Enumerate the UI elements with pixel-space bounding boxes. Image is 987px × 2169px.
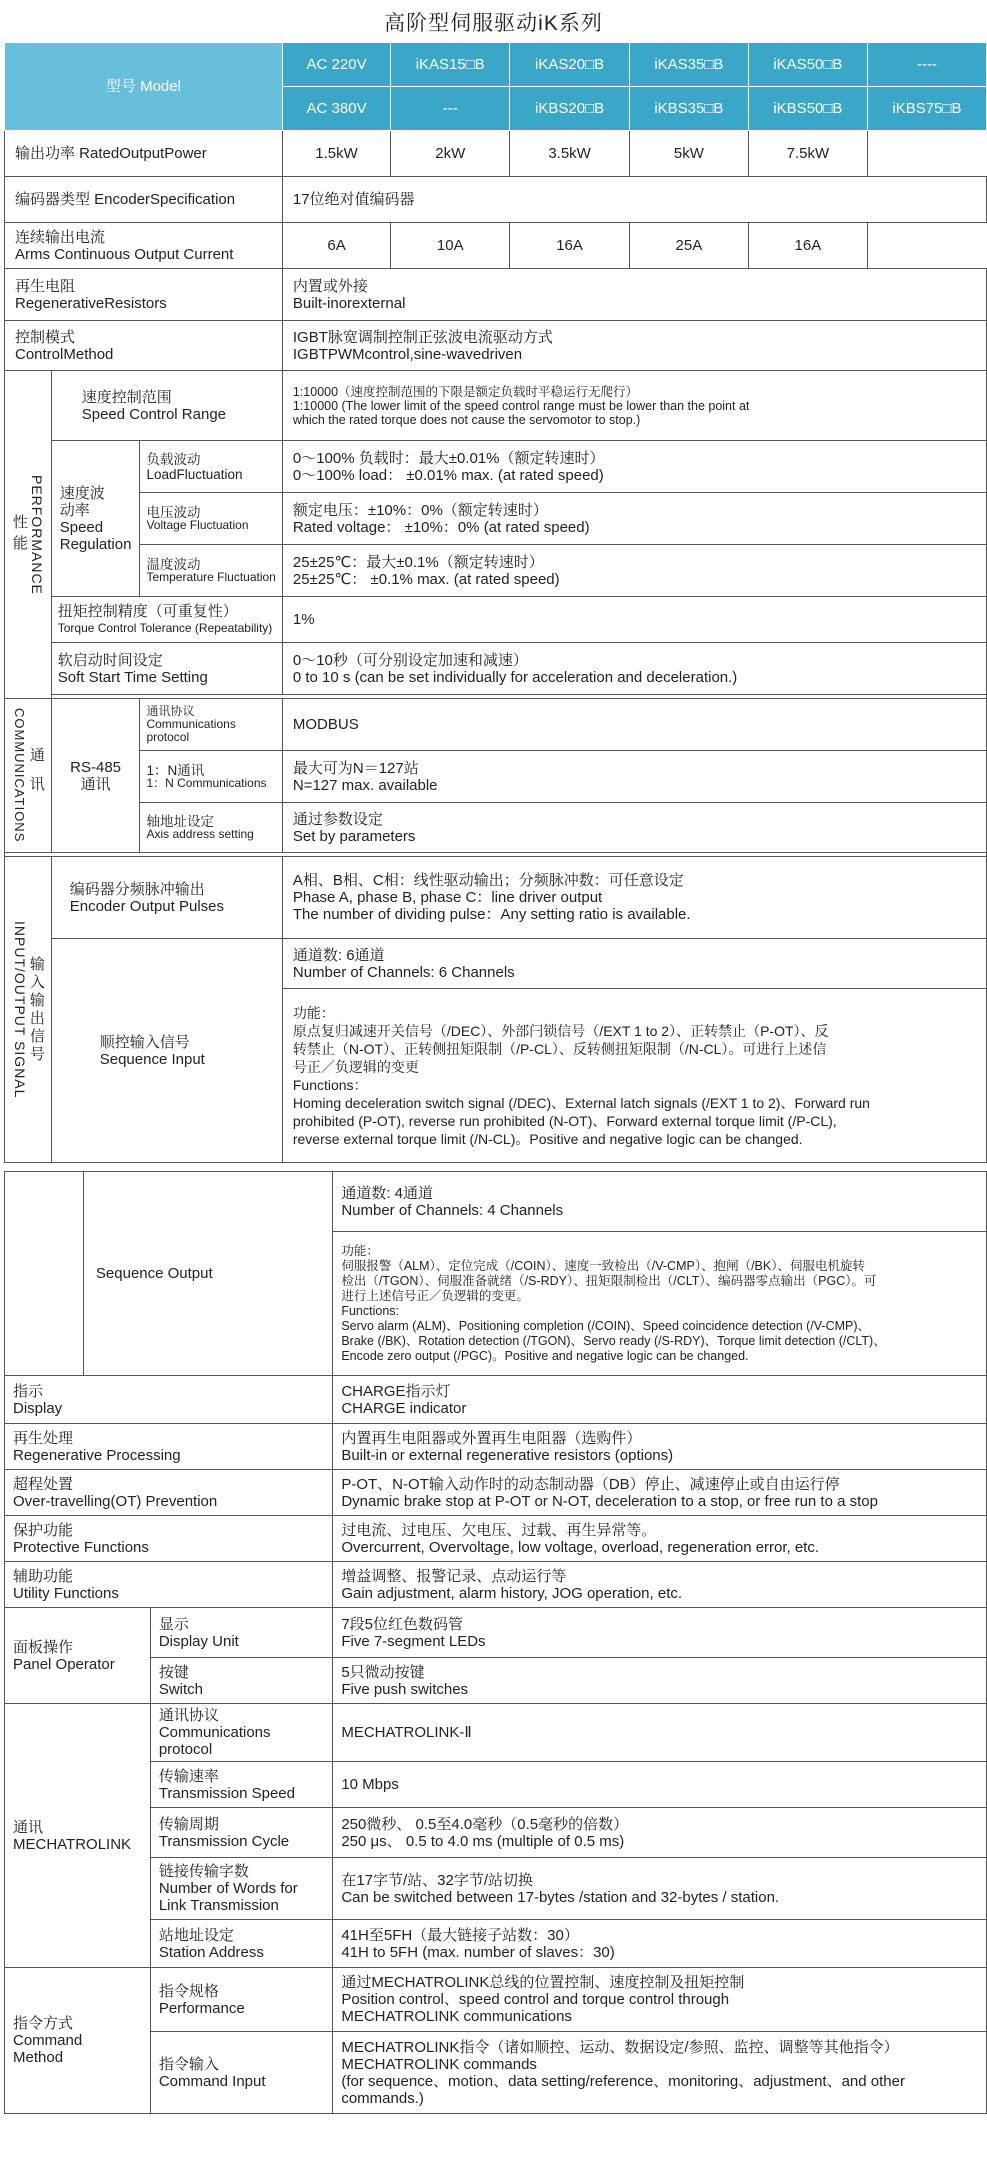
control-method-value-cn: IGBT脉宽调制控制正弦波电流驱动方式 [292, 328, 553, 346]
current-label-cn: 连续输出电流 [15, 228, 106, 246]
regen-resistor-value-en: Built-inorexternal [292, 294, 406, 312]
sequence-output-function-line: 进行上述信号正／负逻辑的变更。 [341, 1288, 529, 1303]
torque-tolerance-row [5, 597, 987, 643]
mlink-address-value-line: 41H至5FH（最大链接子站数：30） [341, 1926, 579, 1944]
load-fluctuation-en: LoadFluctuation [146, 466, 243, 482]
voltage-220: AC 220V [282, 43, 390, 87]
model-label: 型号 Model [5, 43, 283, 131]
sequence-input-channels-row [5, 939, 987, 989]
cmd-input-value [333, 2032, 987, 2114]
rated-power-cell: 3.5kW [510, 131, 630, 177]
sequence-input-channels-line: Number of Channels: 6 Channels [292, 963, 515, 981]
mlink-words-row [5, 1858, 987, 1920]
temperature-fluctuation-label [140, 545, 282, 597]
cmd-input-value-line: commands.) [341, 2089, 424, 2107]
panel-switch-label [150, 1658, 333, 1704]
sequence-output-channels-line: 通道数: 4通道 [341, 1184, 434, 1202]
spec-table-continued [4, 1171, 987, 2114]
voltage-fluctuation-cn: 电压波动 [146, 504, 201, 520]
one-to-n-label [140, 751, 282, 803]
cmd-input-value-line: MECHATROLINK指令（诸如顺控、运动、数据设定/参照、监控、调整等其他指令） [341, 2038, 899, 2056]
model-row-220 [5, 43, 987, 87]
panel-display-label [150, 1608, 333, 1658]
utility-value-line: Gain adjustment, alarm history, JOG operation, etc. [341, 1584, 683, 1602]
temperature-fluctuation-value-line: 25±25℃： ±0.1% max. (at rated speed) [292, 570, 560, 588]
regen-resistor-label [5, 269, 283, 321]
sequence-input-function-line: Homing deceleration switch signal (/DEC)、External latch signals (/EXT 1 to 2)、Forward run [292, 1094, 870, 1111]
utility-label-cn: 辅助功能 [13, 1567, 74, 1585]
current-cell: 16A [748, 223, 867, 269]
torque-tolerance-cn: 扭矩控制精度（可重复性） [57, 602, 238, 620]
sequence-input-function-line: reverse external torque limit (/N-CL)。Positive and negative logic can be changed. [292, 1130, 803, 1147]
model-cell: iKBS35□B [629, 87, 748, 131]
cmd-input-en: Command Input [158, 2072, 266, 2090]
overtravel-value-line: Dynamic brake stop at P-OT or N-OT, deceleration to a stop, or free run to a stop [341, 1492, 878, 1510]
encoder-output-value-line: Phase A, phase B, phase C：line driver output [292, 889, 603, 906]
voltage-fluctuation-value-line: 额定电压：±10%：0%（额定转速时） [292, 501, 548, 519]
cmd-performance-row [5, 1968, 987, 2032]
control-method-row [5, 321, 987, 371]
regen-processing-value-line: 内置再生电阻器或外置再生电阻器（选购件） [341, 1429, 642, 1447]
speed-range-row [5, 371, 987, 441]
mlink-cycle-cn: 传输周期 [158, 1815, 219, 1833]
mlink-address-label [150, 1920, 333, 1968]
performance-group-cn: 性能 [10, 513, 28, 556]
panel-operator-en: Panel Operator [13, 1655, 115, 1673]
speed-range-label-en: Speed Control Range [81, 405, 226, 423]
regen-resistor-value-cn: 内置或外接 [292, 277, 368, 295]
sequence-output-channels-line: Number of Channels: 4 Channels [341, 1201, 564, 1219]
utility-row [5, 1562, 987, 1608]
sequence-input-channels [282, 939, 986, 989]
load-fluctuation-row [5, 441, 987, 493]
communications-group-en: COMMUNICATIONS [11, 708, 27, 843]
voltage-fluctuation-value-line: Rated voltage： ±10%：0% (at rated speed) [292, 518, 590, 536]
mlink-cycle-value-line: 250 μs、 0.5 to 4.0 ms (multiple of 0.5 ms) [341, 1832, 625, 1850]
speed-regulation-en: Regulation [59, 535, 132, 553]
command-method-label [5, 1968, 151, 2114]
spec-table-main [4, 42, 987, 1163]
communications-group-label [5, 699, 52, 853]
display-value [333, 1376, 987, 1424]
panel-operator-label [5, 1608, 151, 1704]
rs485-label [51, 699, 140, 853]
encoder-spec-row [5, 177, 987, 223]
overtravel-value-line: P-OT、N-OT输入动作时的动态制动器（DB）停止、减速停止或自由运行停 [341, 1475, 840, 1493]
mlink-address-row [5, 1920, 987, 1968]
mlink-address-en: Station Address [158, 1943, 264, 1961]
current-cell: 10A [391, 223, 510, 269]
axis-address-value-line: 通过参数设定 [292, 810, 383, 828]
load-fluctuation-label [140, 441, 282, 493]
sequence-input-en: Sequence Input [99, 1050, 205, 1068]
regen-resistor-value [282, 269, 986, 321]
voltage-fluctuation-value [282, 493, 986, 545]
rated-power-cell: 5kW [629, 131, 748, 177]
encoder-output-value [282, 857, 986, 939]
display-label-en: Display [13, 1399, 63, 1417]
temperature-fluctuation-en: Temperature Fluctuation [146, 569, 276, 584]
model-cell: iKBS50□B [748, 87, 867, 131]
temperature-fluctuation-value-line: 25±25℃：最大±0.1%（额定转速时） [292, 553, 544, 571]
mlink-protocol-en: Communications [158, 1724, 271, 1741]
io-group-label [5, 857, 52, 1163]
model-cell: iKAS35□B [629, 43, 748, 87]
speed-range-value-line: 1:10000 (The lower limit of the speed control range must be lower than the point at [292, 398, 750, 413]
encoder-output-cn: 编码器分频脉冲输出 [69, 880, 205, 898]
rated-power-cell: 2kW [391, 131, 510, 177]
cmd-input-cn: 指令输入 [158, 2055, 219, 2073]
current-row [5, 223, 987, 269]
utility-value [333, 1562, 987, 1608]
rated-power-row [5, 131, 987, 177]
control-method-value-en: IGBTPWMcontrol,sine-wavedriven [292, 345, 523, 363]
regen-processing-label [5, 1424, 333, 1470]
current-cell: 25A [629, 223, 748, 269]
rs485-label-line: RS-485 [70, 758, 122, 776]
load-fluctuation-value-line: 0～100% load： ±0.01% max. (at rated speed) [292, 466, 604, 484]
protective-row [5, 1516, 987, 1562]
mlink-words-cn: 链接传输字数 [158, 1863, 249, 1880]
sequence-output-label: Sequence Output [83, 1172, 332, 1376]
speed-regulation-label [51, 441, 140, 597]
mlink-words-en: Link Transmission [158, 1897, 279, 1914]
sequence-input-channels-line: 通道数: 6通道 [292, 946, 385, 964]
sequence-output-function-line: 功能： [341, 1243, 379, 1258]
mlink-cycle-en: Transmission Cycle [158, 1832, 290, 1850]
cmd-performance-label [150, 1968, 333, 2032]
model-cell: iKBS20□B [510, 87, 630, 131]
sequence-output-function-line: 伺服报警（ALM）、定位完成（/COIN）、速度一致检出（/V-CMP）、抱闸（/BK）、伺服电机旋转 [341, 1258, 865, 1273]
io-group-en: INPUT/OUTPUT SIGNAL [11, 920, 28, 1099]
panel-switch-value-line: 5只微动按键 [341, 1663, 425, 1681]
speed-range-label-cn: 速度控制范围 [81, 388, 172, 406]
torque-tolerance-label [51, 597, 282, 643]
cmd-input-row [5, 2032, 987, 2114]
axis-address-en: Axis address setting [146, 826, 254, 841]
sequence-output-blank [5, 1172, 84, 1376]
axis-address-label [140, 803, 282, 853]
mlink-words-en: Number of Words for [158, 1880, 298, 1897]
load-fluctuation-value-line: 0～100% 负载时：最大±0.01%（额定转速时） [292, 449, 605, 467]
protective-label-cn: 保护功能 [13, 1521, 74, 1539]
one-to-n-en: 1：N Communications [146, 775, 267, 790]
panel-switch-value [333, 1658, 987, 1704]
mlink-protocol-value: MECHATROLINK-Ⅱ [333, 1704, 987, 1762]
voltage-fluctuation-label [140, 493, 282, 545]
mlink-words-value-line: Can be switched between 17-bytes /station and 32-bytes / station. [341, 1888, 780, 1906]
sequence-input-label [51, 939, 282, 1163]
sequence-input-functions [282, 989, 986, 1163]
sequence-input-function-line: 原点复归减速开关信号（/DEC）、外部闩锁信号（/EXT 1 to 2）、正转禁止（P-OT）、反 [292, 1022, 829, 1039]
protective-value [333, 1516, 987, 1562]
sequence-output-functions [333, 1232, 987, 1376]
mechatrolink-en: MECHATROLINK [13, 1835, 132, 1853]
panel-display-value [333, 1608, 987, 1658]
mlink-cycle-label [150, 1808, 333, 1858]
sequence-input-function-line: 号正／负逻辑的变更 [292, 1058, 419, 1075]
regen-resistor-label-en: RegenerativeResistors [15, 294, 167, 312]
overtravel-value [333, 1470, 987, 1516]
cmd-input-value-line: (for sequence、motion、data setting/reference、monitoring、adjustment、and other [341, 2072, 905, 2090]
encoder-output-label [51, 857, 282, 939]
cmd-performance-value-line: 通过MECHATROLINK总线的位置控制、速度控制及扭矩控制 [341, 1974, 745, 1991]
mlink-words-value [333, 1858, 987, 1920]
encoder-output-en: Encoder Output Pulses [69, 897, 224, 915]
sequence-output-channels-row [5, 1172, 987, 1232]
utility-value-line: 增益调整、报警记录、点动运行等 [341, 1567, 567, 1585]
mlink-address-cn: 站地址设定 [158, 1926, 234, 1944]
sequence-output-function-line: Functions: [341, 1303, 399, 1318]
communications-group-cn: 通讯 [27, 746, 45, 805]
mlink-speed-cn: 传输速率 [158, 1767, 219, 1785]
torque-tolerance-en: Torque Control Tolerance (Repeatability) [57, 620, 273, 635]
sequence-input-function-line: Functions： [292, 1076, 368, 1093]
soft-start-cn: 软启动时间设定 [57, 651, 163, 669]
cmd-performance-value-line: MECHATROLINK communications [341, 2008, 572, 2025]
mlink-words-value-line: 在17字节/站、32字节/站切换 [341, 1871, 534, 1889]
temperature-fluctuation-row [5, 545, 987, 597]
utility-label [5, 1562, 333, 1608]
comm-protocol-en: Communications [146, 717, 236, 731]
axis-address-value [282, 803, 986, 853]
display-value-line: CHARGE指示灯 [341, 1382, 451, 1400]
sequence-output-function-line: 检出（/TGON）、伺服准备就绪（/S-RDY）、扭矩限制检出（/CLT）、编码器零点输出（PGC）。可 [341, 1273, 877, 1288]
panel-display-cn: 显示 [158, 1615, 189, 1633]
performance-group-label [5, 371, 52, 699]
axis-address-value-line: Set by parameters [292, 827, 416, 845]
current-cell: 16A [510, 223, 630, 269]
one-to-n-value [282, 751, 986, 803]
cmd-input-label [150, 2032, 333, 2114]
page-title: 高阶型伺服驱动iK系列 [384, 12, 603, 35]
regen-processing-label-en: Regenerative Processing [13, 1446, 181, 1464]
mlink-protocol-row [5, 1704, 987, 1762]
mlink-speed-row [5, 1762, 987, 1808]
voltage-380: AC 380V [282, 87, 390, 131]
rated-power-cell: 7.5kW [748, 131, 867, 177]
utility-label-en: Utility Functions [13, 1584, 119, 1602]
sequence-input-function-line: 功能： [292, 1004, 335, 1021]
voltage-fluctuation-en: Voltage Fluctuation [146, 517, 249, 532]
panel-display-row [5, 1608, 987, 1658]
panel-switch-row [5, 1658, 987, 1704]
command-method-cn: 指令方式 [13, 2015, 74, 2032]
model-cell: iKAS50□B [748, 43, 867, 87]
control-method-label [5, 321, 283, 371]
control-method-label-en: ControlMethod [15, 345, 114, 363]
rated-power-label: 输出功率 RatedOutputPower [5, 131, 283, 177]
mlink-cycle-value-line: 250微秒、 0.5至4.0毫秒（0.5毫秒的倍数） [341, 1815, 629, 1833]
speed-regulation-cn: 动率 [59, 501, 90, 519]
mlink-protocol-en: protocol [158, 1741, 213, 1758]
voltage-fluctuation-row [5, 493, 987, 545]
torque-tolerance-value: 1% [282, 597, 986, 643]
temperature-fluctuation-cn: 温度波动 [146, 556, 201, 572]
model-cell: iKAS15□B [391, 43, 510, 87]
regen-processing-label-cn: 再生处理 [13, 1429, 74, 1447]
mlink-protocol-cn: 通讯协议 [158, 1707, 219, 1724]
soft-start-value-line: 0～10秒（可分别设定加速和减速） [292, 651, 528, 669]
panel-switch-value-line: Five push switches [341, 1680, 469, 1698]
mlink-cycle-row [5, 1808, 987, 1858]
panel-display-value-line: 7段5位红色数码管 [341, 1615, 464, 1633]
display-label [5, 1376, 333, 1424]
display-value-line: CHARGE indicator [341, 1399, 467, 1417]
mlink-protocol-label [150, 1704, 333, 1762]
load-fluctuation-value [282, 441, 986, 493]
overtravel-label-en: Over-travelling(OT) Prevention [13, 1492, 218, 1510]
mlink-address-value-line: 41H to 5FH (max. number of slaves：30) [341, 1943, 615, 1961]
panel-switch-cn: 按键 [158, 1663, 189, 1681]
display-label-cn: 指示 [13, 1382, 44, 1400]
soft-start-row [5, 643, 987, 695]
rated-power-cell: 1.5kW [282, 131, 390, 177]
control-method-value [282, 321, 986, 371]
sequence-output-function-line: Encode zero output (/PGC)。Positive and negative logic can be changed. [341, 1348, 749, 1363]
model-cell: --- [391, 87, 510, 131]
soft-start-en: Soft Start Time Setting [57, 668, 208, 686]
speed-range-label [51, 371, 282, 441]
encoder-output-value-line: The number of dividing pulse：Any setting ratio is available. [292, 906, 691, 923]
mlink-speed-value: 10 Mbps [333, 1762, 987, 1808]
protective-label [5, 1516, 333, 1562]
regen-processing-value [333, 1424, 987, 1470]
overtravel-row [5, 1470, 987, 1516]
speed-range-value [282, 371, 986, 441]
speed-regulation-cn: 速度波 [59, 484, 105, 502]
sequence-input-function-line: prohibited (P-OT), reverse run prohibited (N-OT)、Forward external torque limit (/P-CL), [292, 1112, 837, 1129]
control-method-label-cn: 控制模式 [15, 328, 76, 346]
current-label-en: Arms Continuous Output Current [15, 245, 234, 263]
protective-value-line: 过电流、过电压、欠电压、过载、再生异常等。 [341, 1521, 657, 1539]
soft-start-value [282, 643, 986, 695]
display-row [5, 1376, 987, 1424]
mechatrolink-cn: 通讯 [13, 1818, 44, 1836]
encoder-output-row [5, 857, 987, 939]
speed-range-value-line: 1:10000（速度控制范围的下限是额定负载时平稳运行无爬行） [292, 384, 639, 399]
protective-label-en: Protective Functions [13, 1538, 149, 1556]
current-label [5, 223, 283, 269]
one-to-n-row [5, 751, 987, 803]
encoder-spec-value: 17位绝对值编码器 [282, 177, 986, 223]
performance-group-en: PERFORMANCE [28, 474, 45, 595]
model-cell: iKAS20□B [510, 43, 630, 87]
io-group-cn: 输入输出信号 [27, 955, 45, 1064]
current-cell: 6A [282, 223, 390, 269]
sequence-input-function-line: 转禁止（N-OT）、正转侧扭矩限制（/P-CL）、反转侧扭矩限制（/N-CL）。可进行上述信 [292, 1040, 827, 1057]
cmd-performance-en: Performance [158, 1999, 245, 2017]
speed-range-value-line: which the rated torque does not cause the servomotor to stop.) [292, 412, 641, 427]
command-method-en: Method [13, 2049, 64, 2066]
comm-protocol-cn: 通讯协议 [146, 704, 195, 718]
one-to-n-cn: 1：N通讯 [146, 762, 205, 778]
axis-address-row [5, 803, 987, 853]
model-cell: ---- [867, 43, 986, 87]
panel-operator-cn: 面板操作 [13, 1638, 74, 1656]
sequence-output-function-line: Servo alarm (ALM)、Positioning completion (/COIN)、Speed coincidence detection (/V-CMP)、 [341, 1318, 871, 1333]
panel-display-value-line: Five 7-segment LEDs [341, 1632, 486, 1650]
encoder-output-value-line: A相、B相、C相：线性驱动输出；分频脉冲数：可任意设定 [292, 872, 684, 889]
cmd-performance-value [333, 1968, 987, 2032]
panel-display-en: Display Unit [158, 1632, 239, 1650]
comm-protocol-value: MODBUS [282, 699, 986, 751]
overtravel-label-cn: 超程处置 [13, 1475, 74, 1493]
mlink-address-value [333, 1920, 987, 1968]
command-method-en: Command [13, 2032, 83, 2049]
regen-resistor-row [5, 269, 987, 321]
rs485-label-line: 通讯 [80, 775, 111, 793]
mlink-speed-label [150, 1762, 333, 1808]
cmd-input-value-line: MECHATROLINK commands [341, 2055, 537, 2073]
axis-address-cn: 轴地址设定 [146, 813, 214, 829]
panel-switch-en: Switch [158, 1680, 203, 1698]
speed-regulation-en: Speed [59, 518, 104, 536]
one-to-n-value-line: 最大可为N＝127站 [292, 759, 419, 777]
sequence-output-channels [333, 1172, 987, 1232]
cmd-performance-cn: 指令规格 [158, 1982, 219, 2000]
protective-value-line: Overcurrent, Overvoltage, low voltage, overload, regeneration error, etc. [341, 1538, 820, 1556]
one-to-n-value-line: N=127 max. available [292, 776, 438, 794]
cmd-performance-value-line: Position control、speed control and torque control through [341, 1991, 730, 2008]
temperature-fluctuation-value [282, 545, 986, 597]
overtravel-label [5, 1470, 333, 1516]
mechatrolink-label [5, 1704, 151, 1968]
soft-start-label [51, 643, 282, 695]
encoder-spec-label: 编码器类型 EncoderSpecification [5, 177, 283, 223]
comm-protocol-en: protocol [146, 730, 190, 744]
comm-protocol-label [140, 699, 282, 751]
model-cell: iKBS75□B [867, 87, 986, 131]
soft-start-value-line: 0 to 10 s (can be set individually for acceleration and deceleration.) [292, 668, 738, 686]
sequence-output-function-line: Brake (/BK)、Rotation detection (/TGON)、Servo ready (/S-RDY)、Torque limit detection (/CLT)、 [341, 1333, 886, 1348]
mlink-cycle-value [333, 1808, 987, 1858]
comm-protocol-row [5, 699, 987, 751]
mlink-speed-en: Transmission Speed [158, 1784, 295, 1802]
regen-processing-row [5, 1424, 987, 1470]
regen-resistor-label-cn: 再生电阻 [15, 277, 76, 295]
mlink-words-label [150, 1858, 333, 1920]
sequence-input-cn: 顺控输入信号 [99, 1033, 190, 1051]
load-fluctuation-cn: 负载波动 [146, 451, 201, 467]
regen-processing-value-line: Built-in or external regenerative resistors (options) [341, 1446, 674, 1464]
